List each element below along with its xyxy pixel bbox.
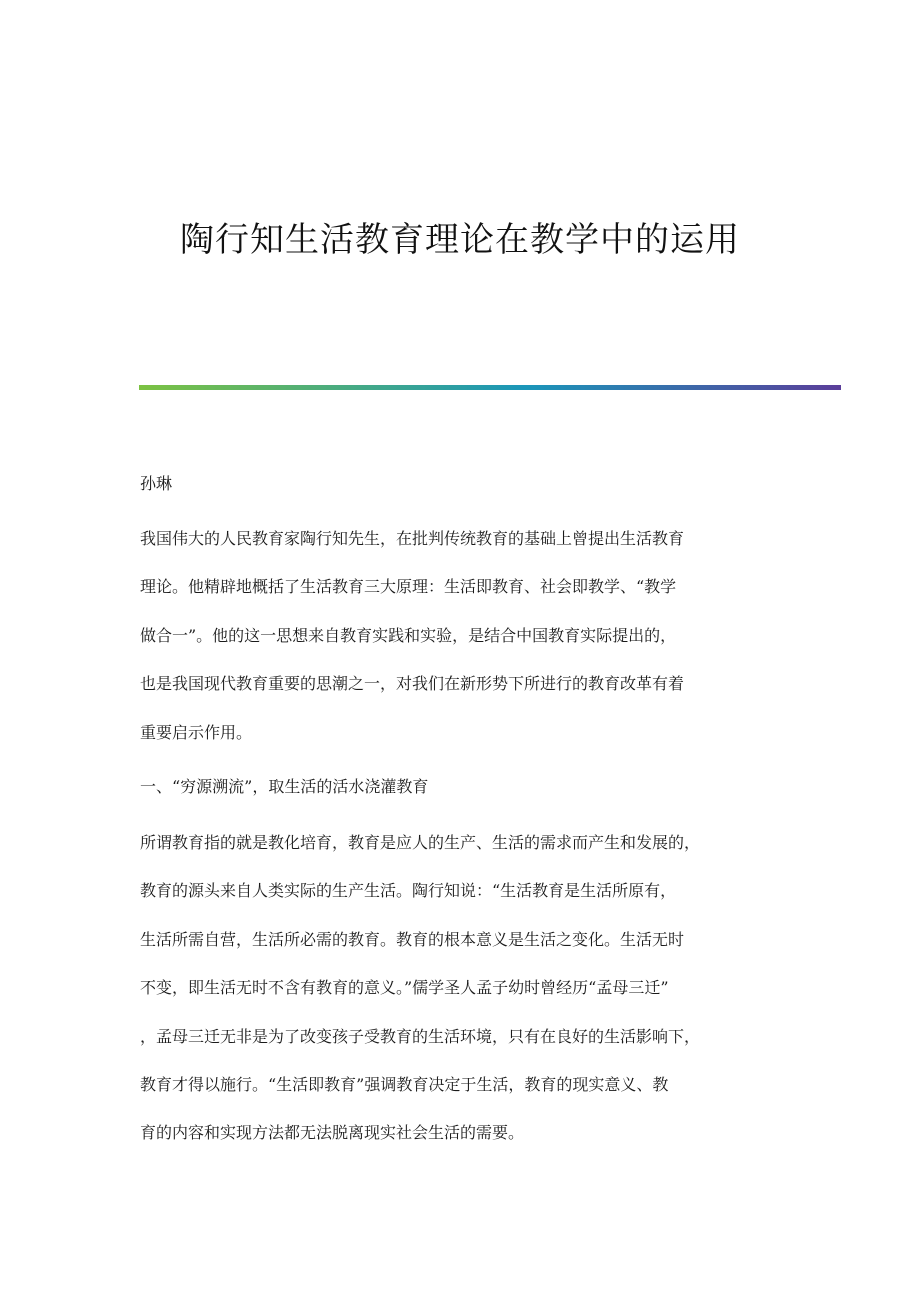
paragraph-line: 不变，即生活无时不含有教育的意义。”儒学圣人孟子幼时曾经历“孟母三迁” <box>140 978 669 998</box>
paragraph-line: 理论。他精辟地概括了生活教育三大原理：生活即教育、社会即教学、“教学 <box>140 577 677 597</box>
section-heading: 一、“穷源溯流”，取生活的活水浇灌教育 <box>140 777 429 796</box>
paragraph-line: 生活所需自营，生活所必需的教育。教育的根本意义是生活之变化。生活无时 <box>140 929 685 949</box>
paragraph-line: 教育才得以施行。“生活即教育”强调教育决定于生活，教育的现实意义、教 <box>140 1074 669 1094</box>
title-divider <box>139 385 841 390</box>
author-name: 孙琳 <box>140 474 173 493</box>
paragraph-line: 重要启示作用。 <box>140 722 253 742</box>
paragraph-line: ，孟母三迁无非是为了改变孩子受教育的生活环境，只有在良好的生活影响下， <box>140 1026 701 1046</box>
document-title: 陶行知生活教育理论在教学中的运用 <box>180 220 740 260</box>
paragraph-intro <box>140 515 684 757</box>
paragraph-line: 也是我国现代教育重要的思潮之一，对我们在新形势下所进行的教育改革有着 <box>140 674 685 694</box>
paragraph-line: 教育的源头来自人类实际的生产生活。陶行知说：“生活教育是生活所原有， <box>140 881 677 901</box>
paragraph-line: 育的内容和实现方法都无法脱离现实社会生活的需要。 <box>140 1123 525 1143</box>
paragraph-line: 我国伟大的人民教育家陶行知先生，在批判传统教育的基础上曾提出生活教育 <box>140 529 685 548</box>
paragraph-section1 <box>140 819 700 1158</box>
paragraph-line: 做合一”。他的这一思想来自教育实践和实验，是结合中国教育实际提出的， <box>140 625 677 645</box>
paragraph-line: 所谓教育指的就是教化培育，教育是应人的生产、生活的需求而产生和发展的， <box>140 833 701 852</box>
